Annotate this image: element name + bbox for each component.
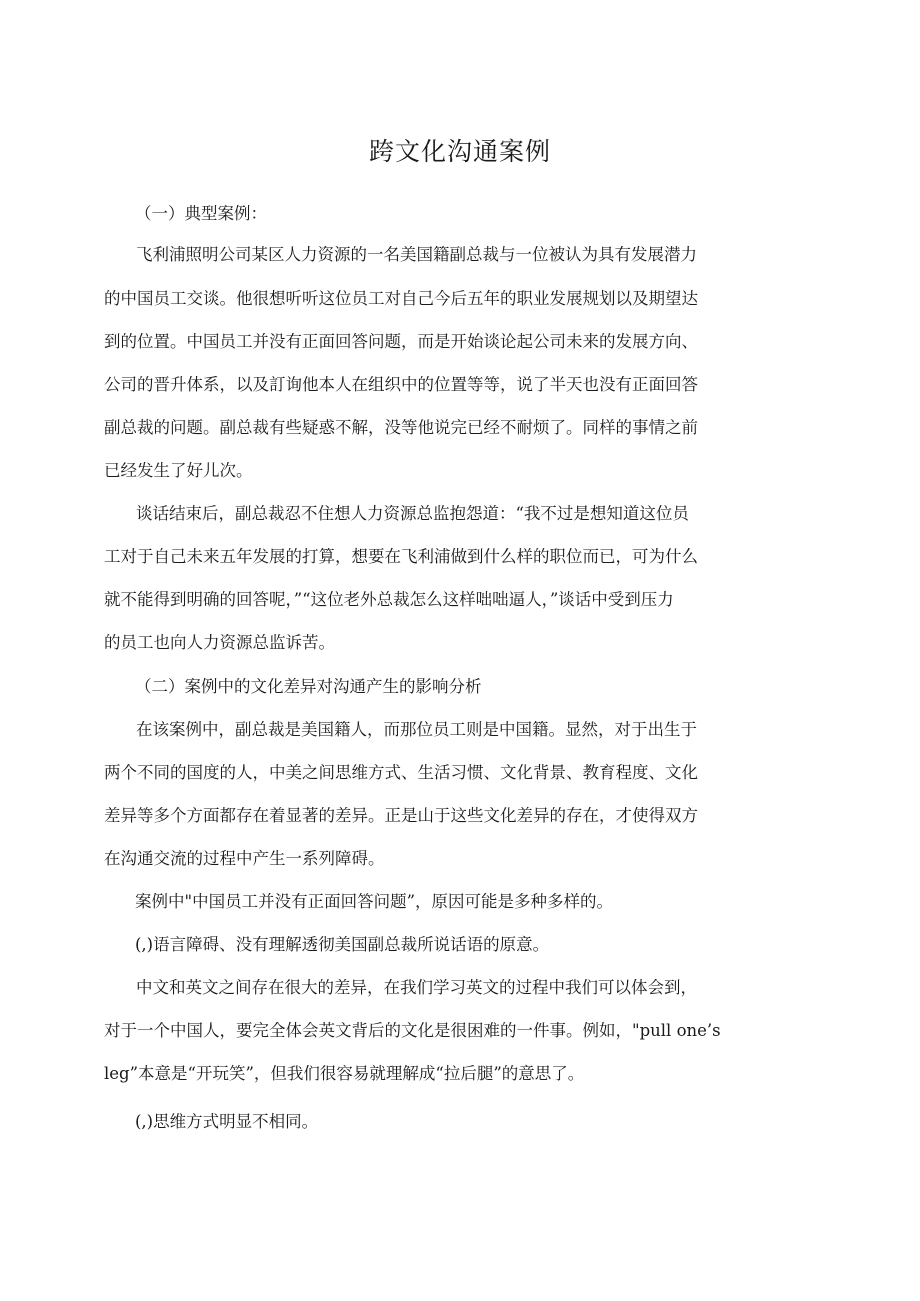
paragraph-line: 工对于自己未来五年发展的打算，想要在飞利浦做到什么样的职位而已，可为什么	[104, 547, 698, 566]
paragraph-line: 对于一个中国人，要完全体会英文背后的文化是很困难的一件事。例如，"pull one’s	[104, 1021, 721, 1040]
paragraph-line: 差异等多个方面都存在着显著的差异。正是山于这些文化差异的存在，才使得双方	[104, 806, 698, 825]
subheading-thinking-style: (,)思维方式明显不相同。	[135, 1112, 319, 1131]
paragraph-line: 中文和英文之间存在很大的差异，在我们学习英文的过程中我们可以体会到，	[136, 978, 697, 997]
paragraph-line: 的员工也向人力资源总监诉苦。	[104, 633, 335, 652]
paragraph-line: leg”本意是“开玩笑”，但我们很容易就理解成“拉后腿”的意思了。	[104, 1064, 585, 1083]
paragraph-line: 案例中"中国员工并没有正面回答问题”，原因可能是多种多样的。	[135, 892, 614, 911]
paragraph-line: 到的位置。中国员工并没有正面回答问题，而是开始谈论起公司未来的发展方向、	[104, 332, 698, 351]
paragraph-line: 公司的晋升体系，以及訂询他本人在组织中的位置等等，说了半天也没有正面回答	[104, 375, 698, 394]
paragraph-line: 在沟通交流的过程中产生一系列障碍。	[104, 849, 385, 868]
document-title: 跨文化沟通案例	[368, 137, 551, 166]
paragraph-line: 谈话结束后，副总裁忍不住想人力资源总监抱怨道：“我不过是想知道这位员	[136, 504, 689, 523]
paragraph-line: 副总裁的问题。副总裁有些疑惑不解，没等他说完已经不耐烦了。同样的事情之前	[104, 418, 698, 437]
section-heading-analysis: （二）案例中的文化差异对沟通产生的影响分析	[135, 677, 482, 696]
subheading-language-barrier: (,)语言障碍、没有理解透彻美国副总裁所说话语的原意。	[135, 935, 550, 954]
paragraph-line: 飞利浦照明公司某区人力资源的一名美国籍副总裁与一位被认为具有发展潜力	[136, 245, 697, 264]
paragraph-line: 的中国员工交谈。他很想听听这位员工对自己今后五年的职业发展规划以及期望达	[104, 289, 698, 308]
paragraph-line: 就不能得到明确的回答呢，”“这位老外总裁怎么这样咄咄逼人，”谈话中受到压力	[104, 590, 674, 609]
paragraph-line: 两个不同的国度的人，中美之间思维方式、生活习惯、文化背景、教育程度、文化	[104, 763, 698, 782]
section-heading-typical-case: （一）典型案例：	[135, 204, 267, 223]
paragraph-line: 已经发生了好儿次。	[104, 461, 253, 480]
paragraph-line: 在该案例中，副总裁是美国籍人，而那位员工则是中国籍。显然，对于出生于	[136, 720, 697, 739]
